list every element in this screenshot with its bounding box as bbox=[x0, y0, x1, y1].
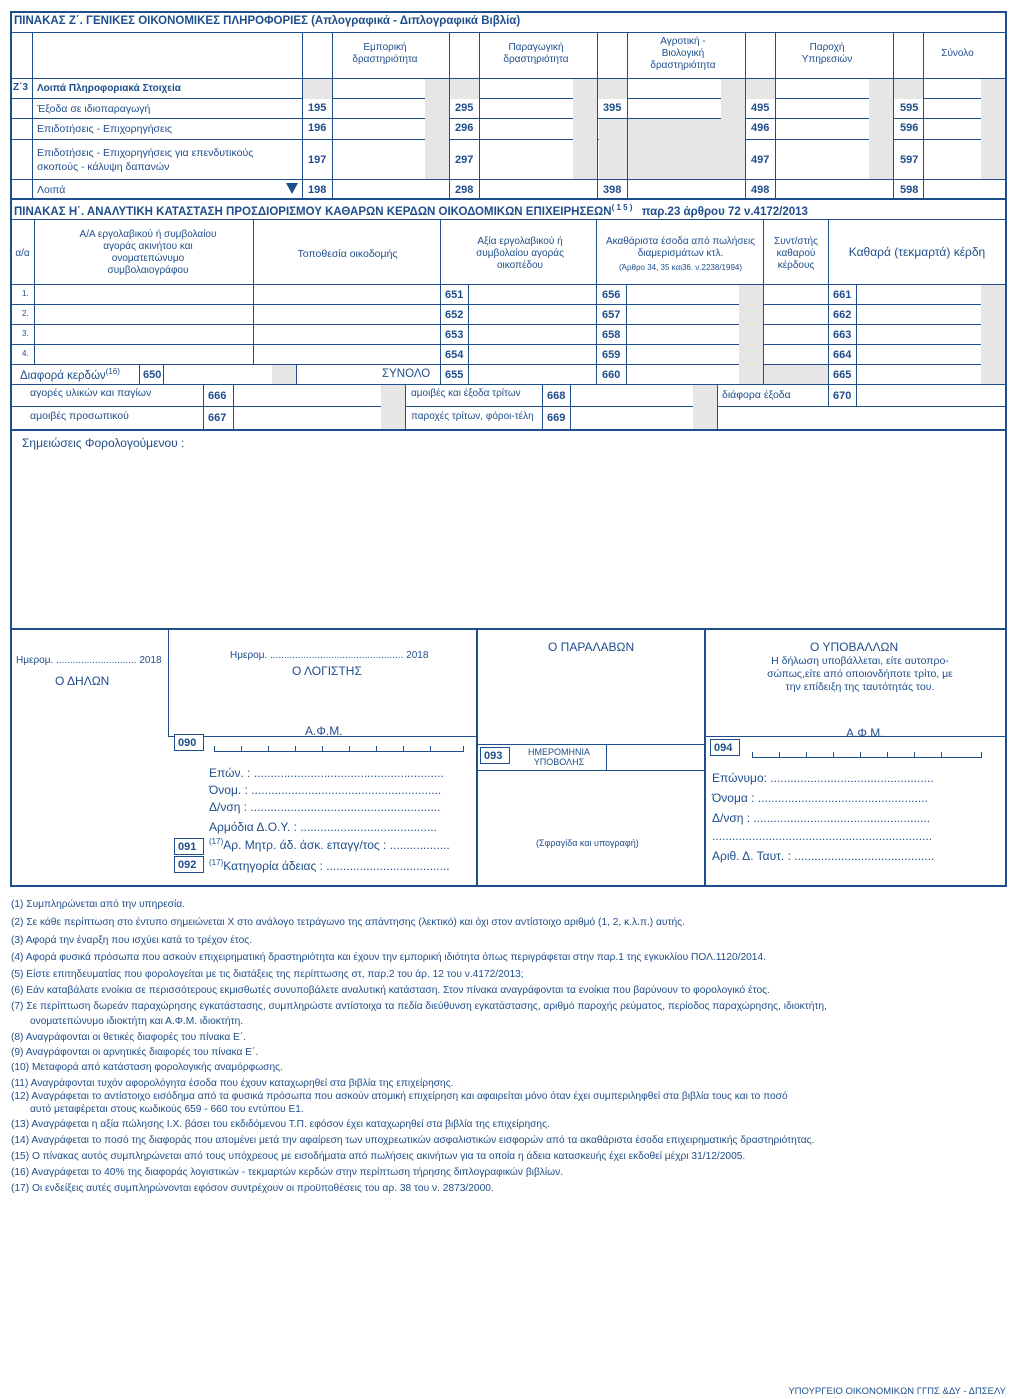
code-cell: 598 bbox=[900, 184, 919, 196]
expense-label: αγορές υλικών και παγίων bbox=[30, 387, 152, 399]
code-cell: 659 bbox=[602, 349, 621, 361]
footnote: (14) Αναγράφεται το ποσό της διαφοράς που απομένει μετά την αφαίρεση των υποχρεωτικών ασφαλιστικών εισφορών από τα ακαθάριστα έσοδα επιχειρηματικής δραστηριότητας. bbox=[11, 1135, 815, 1146]
row-label: Λοιπά bbox=[37, 184, 66, 196]
code-cell: 495 bbox=[751, 102, 770, 114]
code-cell: 660 bbox=[602, 369, 621, 381]
row-label: Επιδοτήσεις - Επιχορηγήσεις για επενδυτικούς σκοπούς - κάλυψη δαπανών bbox=[37, 147, 254, 173]
footnote: (7) Σε περίπτωση δωρεάν παραχώρησης εγκατάστασης, συμπληρώστε αντίστοιχα τα πεδία διεύθυνση εγκατάστασης, αριθμό παροχής ρεύματος, περίοδος παραχώρησης, ιδιοκτήτη, bbox=[11, 1001, 827, 1012]
afm-label: Α.Φ.Μ. bbox=[846, 726, 884, 740]
footnote: (5) Είστε επιτηδευματίας που φορολογείται με τις διατάξεις της περίπτωσης στ, παρ.2 του άρ. 12 του ν.4172/2013; bbox=[11, 969, 524, 980]
code-box: 092 bbox=[174, 856, 204, 873]
code-cell: 666 bbox=[208, 390, 227, 402]
row-label: Επιδοτήσεις - Επιχορηγήσεις bbox=[37, 123, 173, 135]
footnote: (3) Αφορά την έναρξη που ισχύει κατά το τρέχον έτος. bbox=[11, 935, 253, 946]
accountant-surname[interactable]: Επών. : ......................................................... bbox=[209, 766, 444, 780]
code-cell: 295 bbox=[455, 102, 474, 114]
col-aa: α/α bbox=[15, 248, 30, 259]
code-cell: 670 bbox=[833, 390, 852, 402]
code-box: 094 bbox=[710, 739, 740, 756]
accountant-title: Ο ΛΟΓΙΣΤΗΣ bbox=[292, 664, 362, 678]
notes-label: Σημειώσεις Φορολογούμενου : bbox=[22, 436, 185, 450]
stamp-label: (Σφραγίδα και υπογραφή) bbox=[536, 838, 639, 848]
code-box: 090 bbox=[174, 734, 204, 751]
code-cell: 653 bbox=[445, 329, 464, 341]
code-cell: 395 bbox=[603, 102, 622, 114]
footnote: (13) Αναγράφεται η αξία πώλησης Ι.Χ. βάσει του εκδιδόμενου Τ.Π. εφόσον έχει καταχωρηθεί στα βιβλία της επιχείρησης. bbox=[11, 1119, 550, 1130]
accountant-date: Ημερομ. ................................................ 2018 bbox=[230, 650, 429, 661]
col-coef: Συντ/στής καθαρού κέρδους bbox=[774, 236, 818, 271]
submission-date-label: ΗΜΕΡΟΜΗΝΙΑ ΥΠΟΒΟΛΗΣ bbox=[527, 747, 590, 767]
code-cell: 398 bbox=[603, 184, 622, 196]
code-cell: 498 bbox=[751, 184, 770, 196]
submitter-note: Η δήλωση υποβάλλεται, είτε αυτοπρο- σώπως,είτε από οποιονδήποτε τρίτο, με την επίδειξη της ταυτότητάς του. bbox=[767, 655, 953, 693]
code-cell: 651 bbox=[445, 289, 464, 301]
diff-label: Διαφορά κερδών$^{(16)}$ bbox=[20, 367, 120, 382]
code-cell: 298 bbox=[455, 184, 474, 196]
submitter-title: Ο ΥΠΟΒΑΛΛΩΝ bbox=[810, 640, 899, 654]
section-code: Ζ΄3 bbox=[13, 82, 28, 93]
row-number: 3. bbox=[22, 329, 29, 338]
code-cell: 650 bbox=[143, 369, 162, 381]
col-agrotiki: Αγροτική - Βιολογική δραστηριότητα bbox=[650, 36, 716, 71]
accountant-doy[interactable]: Αρμόδια Δ.Ο.Υ. : ......................................... bbox=[209, 820, 437, 834]
col-paragogiki: Παραγωγική δραστηριότητα bbox=[503, 42, 569, 65]
footnote: (9) Αναγράφονται οι αρνητικές διαφορές του πίνακα Ε΄. bbox=[11, 1047, 259, 1058]
code-box: 093 bbox=[480, 747, 510, 764]
code-cell: 652 bbox=[445, 309, 464, 321]
col-contract: Α/Α εργολαβικού ή συμβολαίου αγοράς ακινήτου και ονοματεπώνυμο συμβολαιογράφου bbox=[79, 229, 217, 276]
footnote: (16) Αναγράφεται το 40% της διαφοράς λογιστικών - τεκμαρτών κερδών στην περίπτωση τήρησης διπλογραφικών βιβλίων. bbox=[11, 1167, 564, 1178]
code-cell: 668 bbox=[547, 390, 566, 402]
col-value: Αξία εργολαβικού ή συμβολαίου αγοράς οικοπέδου bbox=[476, 236, 564, 271]
code-cell: 496 bbox=[751, 122, 770, 134]
footnote: ονοματεπώνυμο ιδιοκτήτη και Α.Φ.Μ. ιδιοκτήτη. bbox=[30, 1016, 244, 1027]
code-cell: 655 bbox=[445, 369, 464, 381]
footnote: (15) Ο πίνακας αυτός συμπληρώνεται από τους υπόχρεους με εισοδήματα από πωλήσεις ακινήτων για τα οποία η άδεια κατασκευής έχει εκδοθεί μέχρι 31/12/2005. bbox=[11, 1151, 746, 1162]
code-cell: 661 bbox=[833, 289, 852, 301]
row-number: 1. bbox=[22, 289, 29, 298]
code-cell: 663 bbox=[833, 329, 852, 341]
code-cell: 658 bbox=[602, 329, 621, 341]
expense-label: αμοιβές προσωπικού bbox=[30, 410, 129, 422]
code-cell: 669 bbox=[547, 412, 566, 424]
code-cell: 595 bbox=[900, 102, 919, 114]
expense-label: παροχές τρίτων, φόροι-τέλη bbox=[411, 411, 534, 422]
code-cell: 656 bbox=[602, 289, 621, 301]
col-emporiki: Εμπορική δραστηριότητα bbox=[352, 42, 418, 65]
declarant-title: Ο ΔΗΛΩΝ bbox=[55, 674, 110, 688]
table-z-title: ΠΙΝΑΚΑΣ Ζ΄. ΓΕΝΙΚΕΣ ΟΙΚΟΝΟΜΙΚΕΣ ΠΛΗΡΟΦΟΡΙΕΣ (Απλογραφικά - Διπλογραφικά Βιβλία) bbox=[14, 15, 521, 27]
expense-label: διάφορα έξοδα bbox=[722, 389, 791, 401]
dropdown-arrow-icon[interactable] bbox=[286, 183, 298, 194]
code-cell: 596 bbox=[900, 122, 919, 134]
code-cell: 297 bbox=[455, 154, 474, 166]
footnote: (6) Εάν καταβάλατε ενοίκια σε περισσότερους εκμισθωτές συνυποβάλετε αναλυτική κατάσταση. Στον πίνακα αναγράφονται τα ενοίκια που βαρύνουν το φορολογικό έτος. bbox=[11, 985, 770, 996]
row-number: 4. bbox=[22, 349, 29, 358]
accountant-address[interactable]: Δ/νση : ......................................................... bbox=[209, 800, 441, 814]
row-number: 2. bbox=[22, 309, 29, 318]
footnote: (2) Σε κάθε περίπτωση στο έντυπο σημειώνεται Χ στο ανάλογο τετράγωνο της απάντησης (λεκτικό) και όχι στον αντίστοιχο αριθμό (1, 2, κ.λ.π.) αυτής. bbox=[11, 917, 685, 928]
receiver-title: Ο ΠΑΡΑΛΑΒΩΝ bbox=[548, 640, 635, 654]
code-cell: 497 bbox=[751, 154, 770, 166]
notes-box[interactable] bbox=[10, 429, 1007, 630]
col-gross-ref: (Άρθρο 34, 35 και36. ν.2238/1994) bbox=[618, 263, 743, 272]
page-footer: ΥΠΟΥΡΓΕΙΟ ΟΙΚΟΝΟΜΙΚΩΝ ΓΓΠΣ &ΔΥ - ΔΠΣΕΛΥ bbox=[788, 1386, 1006, 1397]
code-cell: 665 bbox=[833, 369, 852, 381]
footnote: (1) Συμπληρώνεται από την υπηρεσία. bbox=[11, 899, 185, 910]
submitter-id[interactable]: Αριθ. Δ. Ταυτ. : .......................................... bbox=[712, 849, 935, 863]
col-location: Τοποθεσία οικοδομής bbox=[297, 248, 398, 260]
submitter-extra-line[interactable]: .................................................................. bbox=[712, 829, 933, 843]
total-label: ΣΥΝΟΛΟ bbox=[382, 368, 431, 380]
code-cell: 296 bbox=[455, 122, 474, 134]
afm-input[interactable] bbox=[752, 750, 982, 758]
code-cell: 657 bbox=[602, 309, 621, 321]
col-paroxi: Παροχή Υπηρεσιών bbox=[801, 42, 853, 65]
footnote: (8) Αναγράφονται οι θετικές διαφορές του πίνακα Ε΄. bbox=[11, 1032, 247, 1043]
table-h-title: ΠΙΝΑΚΑΣ Η΄. ΑΝΑΛΥΤΙΚΗ ΚΑΤΑΣΤΑΣΗ ΠΡΟΣΔΙΟΡΙΣΜΟΥ ΚΑΘΑΡΩΝ ΚΕΡΔΩΝ ΟΙΚΟΔΟΜΙΚΩΝ $E\Pi IXEIPH\Sigma E\Omega N^{( 1 5 )}$ παρ.23 άρθρου 72 ν.4172/2013 bbox=[14, 203, 808, 218]
accountant-category[interactable]: $^{(17)}$Κατηγορία άδειας : ..................................... bbox=[209, 858, 450, 873]
footnote: αυτό μεταφέρεται στους κωδικούς 659 - 660 του εντύπου Ε1. bbox=[30, 1104, 304, 1115]
row-label: Έξοδα σε ιδιοπαραγωγή bbox=[37, 103, 151, 115]
submitter-surname[interactable]: Επώνυμο: ................................................. bbox=[712, 771, 934, 785]
code-cell: 195 bbox=[308, 102, 327, 114]
code-cell: 654 bbox=[445, 349, 464, 361]
section-title: Λοιπά Πληροφοριακά Στοιχεία bbox=[37, 83, 181, 94]
declarant-date: Ημερομ. ............................. 2018 bbox=[16, 655, 162, 666]
col-synolo: Σύνολο bbox=[941, 48, 974, 59]
afm-input[interactable] bbox=[214, 744, 464, 752]
footnote: (11) Αναγράφονται τυχόν αφορολόγητα έσοδα που έχουν καταχωρηθεί στα βιβλία της επιχείρησης. bbox=[11, 1078, 454, 1089]
code-cell: 662 bbox=[833, 309, 852, 321]
footnote: (4) Αφορά φυσικά πρόσωπα που ασκούν επιχειρηματική δραστηριότητα και έχουν την εμπορική ιδιότητα όπως περιγράφεται στην παρ.1 της εγκυκλίου ΠΟΛ.1120/2014. bbox=[11, 952, 766, 963]
afm-label: Α.Φ.Μ. bbox=[305, 724, 343, 738]
col-gross: Ακαθάριστα έσοδα από πωλήσεις διαμερισμάτων κτλ. bbox=[605, 236, 756, 259]
footnote: (12) Αναγράφεται το αντίστοιχο εισόδημα από τα φυσικά πρόσωπα που ασκούν ατομική επιχείρηση και αφαιρείται μόνο όταν έχει συμπεριληφθεί στα βιβλία τους και το ποσό bbox=[11, 1091, 788, 1102]
code-cell: 197 bbox=[308, 154, 327, 166]
footnote: (17) Οι ενδείξεις αυτές συμπληρώνονται εφόσον συντρέχουν οι προϋποθέσεις του αρ. 38 του ν. 2873/2000. bbox=[11, 1183, 494, 1194]
accountant-license[interactable]: $^{(17)}$Αρ. Μητρ. άδ. άσκ. επαγγ/τος : .................. bbox=[209, 837, 450, 852]
submitter-address[interactable]: Δ/νση : ..................................................... bbox=[712, 811, 931, 825]
submitter-name[interactable]: Όνομα : ................................................... bbox=[712, 791, 928, 805]
col-net: Καθαρά (τεκμαρτά) κέρδη bbox=[848, 245, 986, 259]
code-cell: 597 bbox=[900, 154, 919, 166]
code-cell: 196 bbox=[308, 122, 327, 134]
code-cell: 667 bbox=[208, 412, 227, 424]
code-box: 091 bbox=[174, 838, 204, 855]
footnote: (10) Μεταφορά από κατάσταση φορολογικής αναμόρφωσης. bbox=[11, 1062, 283, 1073]
code-cell: 664 bbox=[833, 349, 852, 361]
code-cell: 198 bbox=[308, 184, 327, 196]
expense-label: αμοιβές και έξοδα τρίτων bbox=[411, 388, 521, 399]
accountant-name[interactable]: Όνομ. : ......................................................... bbox=[209, 783, 442, 797]
